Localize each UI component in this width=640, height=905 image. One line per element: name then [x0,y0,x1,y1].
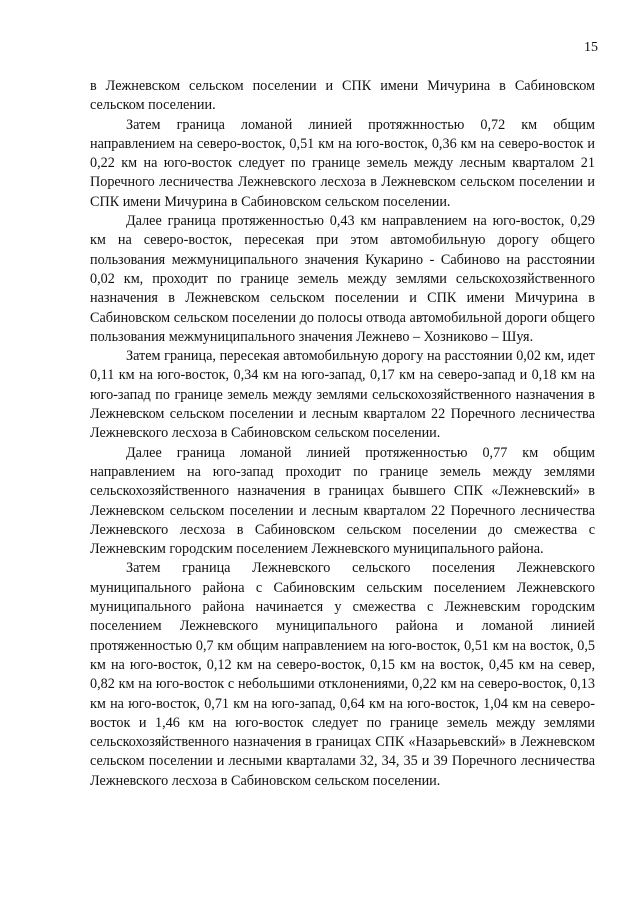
paragraph: Далее граница протяженностью 0,43 км направлением на юго-восток, 0,29 км на северо-восток, пересекая при этом автомобильную дорогу общего пользования межмуниципального значения Кукарино - Сабиново на расстоянии 0,02 км, проходит по границе земель между землями сельскохозяйственного назначения в Лежневском сельском поселении и СПК имени Мичурина в Сабиновском сельском поселении до полосы отвода автомобильной дороги общего пользования межмуниципального значения Лежнево – Хозниково – Шуя. [90,213,595,345]
paragraph: Затем граница Лежневского сельского поселения Лежневского муниципального района с Сабиновским сельским поселением Лежневского муниципального района начинается у смежества с Лежневским городским поселением Лежневского муниципального района и ломаной линией протяженностью 0,7 км общим направлением на юго-восток, 0,51 км на восток, 0,5 км на юго-восток, 0,12 км на северо-восток, 0,15 км на восток, 0,45 км на север, 0,82 км на юго-восток с небольшими отклонениями, 0,22 км на северо-восток, 0,13 км на юго-восток, 0,71 км на юго-запад, 0,64 км на юго-восток, 1,04 км на северо-восток и 1,46 км на юго-восток следует по границе земель между землями сельскохозяйственного назначения в границах СПК «Назарьевский» в Лежневском сельском поселении и лесными кварталами 32, 34, 35 и 39 Поречного лесничества Лежневского лесхоза в Сабиновском сельском поселении. [90,560,595,789]
document-body [90,77,595,791]
paragraph: Далее граница ломаной линией протяженностью 0,77 км общим направлением на юго-запад проходит по границе земель между землями сельскохозяйственного назначения в границах бывшего СПК «Лежневский» в Лежневском сельском поселении и лесным кварталом 22 Поречного лесничества Лежневского лесхоза в Сабиновском сельском поселении до смежества с Лежневским городским поселением Лежневского муниципального района. [90,444,595,558]
paragraph: Затем граница ломаной линией протяжнностью 0,72 км общим направлением на северо-восток, 0,51 км на юго-восток, 0,36 км на северо-восток и 0,22 км на юго-восток следует по границе земель между лесным кварталом 21 Поречного лесничества Лежневского лесхоза в Лежневском сельском поселении и СПК имени Мичурина в Сабиновском сельском поселении. [90,116,595,210]
paragraph-continuation: в Лежневском сельском поселении и СПК имени Мичурина в Сабиновском сельском поселении. [90,78,595,114]
page-number: 15 [584,40,598,55]
paragraph: Затем граница, пересекая автомобильную дорогу на расстоянии 0,02 км, идет 0,11 км на юго-восток, 0,34 км на юго-запад, 0,17 км на северо-запад и 0,18 км на юго-запад по границе земель между землями сельскохозяйственного назначения в Лежневском сельском поселении и лесным кварталом 22 Поречного лесничества Лежневского лесхоза в Сабиновском сельском поселении. [90,348,595,442]
